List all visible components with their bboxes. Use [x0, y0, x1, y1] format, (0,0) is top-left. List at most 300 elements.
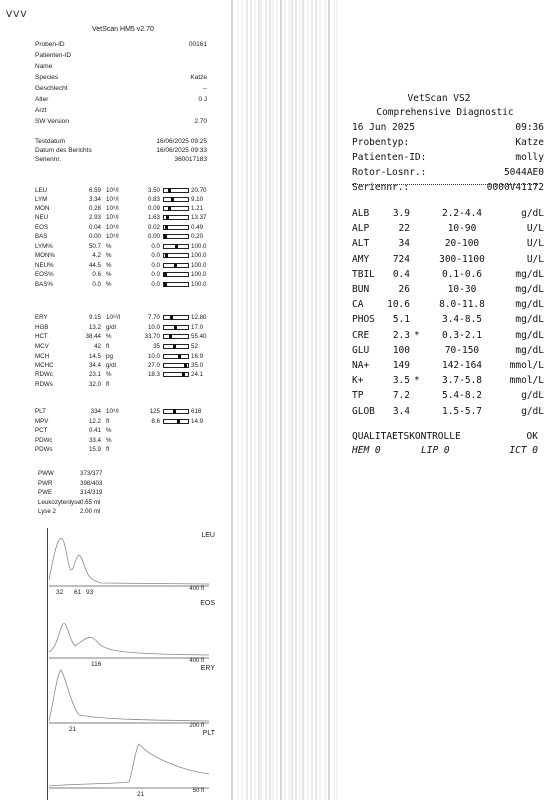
param-unit: %	[106, 427, 112, 434]
info-value: 16/06/2025 09:33	[156, 147, 207, 154]
info-row	[35, 147, 207, 154]
analyte-row	[352, 345, 544, 359]
analyte-name: TP	[352, 390, 364, 402]
range-marker	[173, 344, 176, 349]
range-marker	[165, 253, 168, 258]
param-name: PLT	[35, 408, 46, 415]
histogram-curve	[49, 744, 209, 786]
param-name: MCV	[35, 343, 49, 350]
extra-value: 314/319	[80, 489, 103, 496]
vs2-field-row	[352, 152, 544, 163]
analyte-range: 0.3-2.1	[441, 329, 483, 341]
range-marker	[173, 409, 176, 414]
scan-streaks	[228, 0, 340, 800]
extra-label: Lyse 2	[38, 508, 57, 515]
range-marker	[174, 263, 177, 268]
info-row	[35, 41, 207, 48]
analyte-unit: mg/dL	[515, 344, 544, 356]
histogram-curve	[49, 623, 209, 655]
info-value: 2.70	[194, 118, 207, 125]
analyte-unit: U/L	[526, 238, 544, 250]
histogram-curve	[49, 670, 209, 721]
analyte-value: 10.6	[387, 299, 410, 311]
param-range-high: 14.9	[191, 418, 204, 425]
param-unit: 10⁹/l	[106, 224, 119, 231]
hm5-report	[0, 0, 228, 800]
range-marker	[169, 334, 172, 339]
histogram-max: 200 fl	[189, 723, 204, 729]
param-value: 9.15	[88, 314, 101, 321]
info-row	[35, 85, 207, 92]
extra-row	[38, 489, 103, 496]
param-unit: fl	[106, 418, 110, 425]
param-unit: %	[106, 437, 112, 444]
info-value: 00161	[188, 41, 207, 48]
analyte-name: ALB	[352, 208, 370, 219]
extra-value: 398/403	[80, 479, 103, 487]
range-bar	[163, 272, 189, 277]
qc-label: QUALITAETSKONTROLLE	[352, 431, 461, 442]
param-range-low: 7.70	[147, 314, 160, 321]
histogram-plot	[49, 665, 219, 727]
range-bar	[163, 344, 189, 349]
param-range-high: 16.9	[191, 353, 204, 360]
param-range-low: 0.0	[151, 243, 160, 250]
param-range-low: 10.0	[147, 353, 160, 360]
param-value: 0.6	[92, 271, 101, 278]
param-name: PCT	[35, 427, 48, 434]
analyte-name: K+	[352, 375, 364, 387]
analyte-unit: mg/dL	[515, 284, 544, 295]
param-range-low: 35	[153, 343, 160, 350]
param-name: MCHC	[35, 362, 54, 369]
analyte-value: 0.4	[392, 268, 410, 280]
analyte-name: AMY	[352, 253, 370, 265]
param-range-low: 3.50	[147, 187, 160, 194]
analyte-unit: g/dL	[521, 208, 544, 219]
param-unit: 10⁹/l	[106, 196, 119, 203]
param-range-low: 125	[149, 408, 160, 415]
analyte-range: 300-1100	[439, 253, 485, 265]
param-range-high: 12.80	[191, 314, 207, 321]
param-name: NEU%	[35, 262, 54, 269]
analyte-name: TBIL	[352, 268, 375, 280]
param-unit: %	[106, 262, 112, 269]
param-value: 14.5	[88, 353, 101, 360]
info-value: 360017183	[174, 156, 207, 163]
param-value: 42	[94, 343, 101, 350]
vs2-field-value: 0000V41172	[486, 182, 544, 193]
range-bar	[163, 244, 189, 249]
param-value: 33.4	[88, 437, 101, 444]
info-label: Alter	[35, 96, 49, 103]
range-marker	[168, 188, 171, 193]
analyte-row	[352, 299, 544, 313]
param-unit: fl	[106, 343, 110, 350]
analyte-range: 10-90	[447, 223, 477, 235]
range-marker	[178, 354, 181, 359]
corner-marks: ᐯᐯᐯ	[6, 9, 28, 19]
range-bar	[163, 315, 189, 320]
analyte-name: BUN	[352, 284, 370, 295]
analyte-range: 8.0-11.8	[439, 299, 485, 311]
histogram-peak-label: 21	[137, 791, 145, 798]
param-unit: 10⁹/l	[106, 214, 119, 221]
histogram-plt	[49, 730, 219, 796]
histogram-eos	[49, 600, 219, 666]
range-marker	[182, 372, 185, 377]
param-range-low: 0.02	[147, 224, 160, 231]
info-row	[35, 63, 52, 70]
analyte-range: 70-150	[444, 344, 480, 356]
histogram-curve	[49, 538, 209, 584]
histogram-peak-label: 61	[74, 589, 82, 596]
vs2-field-row	[352, 137, 544, 148]
param-name: PDWs	[35, 446, 53, 453]
hem-index: HEM 0	[352, 445, 381, 456]
param-unit: g/dl	[106, 324, 116, 331]
analyte-unit: U/L	[526, 223, 544, 235]
analyte-unit: mg/dL	[515, 268, 544, 280]
analyte-name: ALT	[352, 238, 370, 250]
analyte-value: 5.1	[392, 314, 410, 326]
param-unit: 10⁹/l	[106, 408, 119, 415]
info-value: --	[202, 85, 207, 92]
range-marker	[164, 272, 167, 277]
range-marker	[184, 363, 187, 368]
param-value: 0.41	[88, 427, 101, 434]
vs2-field-label: Seriennr.:	[352, 182, 410, 193]
histogram-name: LEU	[201, 532, 215, 539]
range-bar	[163, 334, 189, 339]
param-range-low: 8.6	[151, 418, 160, 425]
param-range-low: 27.0	[147, 362, 160, 369]
info-row	[35, 107, 47, 114]
param-unit: %	[106, 271, 112, 278]
param-unit: g/dl	[106, 362, 116, 369]
param-range-high: 52	[191, 343, 198, 350]
info-row	[35, 74, 207, 81]
param-value: 50.7	[88, 243, 101, 250]
param-name: HGB	[35, 324, 49, 331]
vs2-title: VetScan VS2	[407, 93, 471, 104]
info-label: Testdatum	[35, 138, 65, 145]
vs2-time: 09:36	[515, 122, 544, 133]
analyte-name: NA+	[352, 360, 370, 371]
param-unit: fl	[106, 446, 110, 453]
param-value: 0.00	[88, 233, 101, 240]
analyte-value: 724	[392, 253, 410, 265]
histogram-leu	[49, 528, 219, 594]
param-value: 0.0	[92, 281, 101, 288]
info-value: 16/06/2025 09:25	[156, 138, 207, 145]
analyte-name: PHOS	[352, 314, 375, 326]
analyte-unit: g/dL	[521, 390, 544, 402]
dotted-divider	[352, 184, 538, 185]
extra-label: PWR	[38, 479, 53, 487]
analyte-range: 5.4-8.2	[441, 390, 483, 402]
info-label: Seriennr.	[35, 156, 62, 163]
info-label: Arzt	[35, 107, 47, 114]
vs2-field-label: Probentyp:	[352, 137, 410, 148]
analyte-value: 3.5	[392, 375, 410, 387]
range-bar	[163, 253, 189, 258]
param-unit: %	[106, 281, 112, 288]
analyte-range: 3.7-5.8	[441, 375, 483, 387]
param-range-low: 0.0	[151, 252, 160, 259]
range-marker	[165, 225, 168, 230]
info-label: Patienten-ID	[35, 52, 72, 59]
analyte-value: 2.3	[392, 329, 410, 341]
analyte-name: GLOB	[352, 405, 375, 417]
histogram-peak-label: 21	[69, 726, 77, 733]
analyte-unit: mmol/L	[509, 375, 544, 387]
extra-label: PWW	[38, 470, 54, 477]
analyte-unit: U/L	[526, 253, 544, 265]
param-name: MPV	[35, 418, 49, 425]
vs2-field-label: Rotor-Losnr.:	[352, 167, 427, 178]
range-marker	[164, 282, 167, 287]
param-name: BAS%	[35, 281, 53, 288]
extra-value: 373/377	[80, 470, 103, 477]
param-value: 34.4	[88, 362, 101, 369]
param-range-high: 100.0	[191, 243, 207, 250]
param-unit: 10⁹/l	[106, 205, 119, 212]
param-unit: 10⁹/l	[106, 233, 119, 240]
param-value: 32.0	[88, 381, 101, 388]
analyte-row	[352, 314, 544, 328]
range-bar	[163, 263, 189, 268]
param-unit: 10¹²/l	[106, 314, 121, 321]
analyte-range: 20-100	[444, 238, 480, 250]
qc-row	[352, 431, 538, 442]
range-bar	[163, 215, 189, 220]
param-range-high: 100.0	[191, 271, 207, 278]
qc-value: OK	[526, 431, 538, 442]
param-range-high: 9.10	[191, 196, 204, 203]
param-name: HCT	[35, 333, 48, 340]
range-marker	[175, 244, 178, 249]
param-range-high: 100.0	[191, 281, 207, 288]
analyte-unit: g/dL	[521, 405, 544, 417]
range-bar	[163, 372, 189, 377]
param-name: PDWc	[35, 437, 53, 444]
analyte-row	[352, 330, 544, 344]
histogram-peak-label: 32	[56, 589, 64, 596]
range-bar	[163, 325, 189, 330]
analyte-row	[352, 254, 544, 268]
range-bar	[163, 188, 189, 193]
param-value: 334	[90, 408, 101, 415]
range-bar	[163, 282, 189, 287]
analyte-range: 142-164	[441, 360, 483, 371]
vs2-datetime	[352, 122, 544, 133]
extra-value: 0.65 ml	[80, 498, 101, 506]
analyte-name: ALP	[352, 223, 370, 235]
info-row	[35, 96, 207, 103]
range-marker	[166, 215, 169, 220]
histogram-axis-line	[47, 528, 48, 800]
param-range-low: 0.83	[147, 196, 160, 203]
param-range-high: 0.20	[191, 233, 204, 240]
range-bar	[163, 225, 189, 230]
param-unit: pg	[106, 353, 113, 360]
analyte-value: 34	[398, 238, 410, 250]
analyte-range: 2.2-4.4	[441, 208, 483, 219]
histogram-plot	[49, 600, 219, 662]
histogram-name: PLT	[202, 730, 215, 737]
analyte-row	[352, 208, 544, 222]
info-value: 0 J	[198, 96, 207, 103]
param-value: 3.34	[88, 196, 101, 203]
range-bar	[163, 234, 189, 239]
analyte-value: 3.4	[392, 405, 410, 417]
extra-row	[38, 470, 103, 477]
analyte-flag: *	[414, 329, 420, 341]
vs2-field-label: Patienten-ID:	[352, 152, 427, 163]
param-range-low: 0.0	[151, 262, 160, 269]
vs2-subtitle: Comprehensive Diagnostic	[376, 107, 514, 118]
param-name: BAS	[35, 233, 48, 240]
param-range-low: 0.0	[151, 281, 160, 288]
param-range-high: 100.0	[191, 252, 207, 259]
param-range-low: 10.0	[147, 324, 160, 331]
analyte-value: 22	[398, 223, 410, 235]
vs2-report	[340, 0, 548, 800]
histogram-max: 400 fl	[189, 658, 204, 664]
info-label: Name	[35, 63, 53, 70]
info-label: SW Version	[35, 118, 69, 125]
param-name: RDWs	[35, 381, 53, 388]
range-bar	[163, 354, 189, 359]
param-name: EOS	[35, 224, 49, 231]
param-value: 2.93	[88, 214, 101, 221]
range-marker	[168, 206, 171, 211]
param-range-high: 618	[191, 408, 202, 415]
hm5-title: VetScan HM5 v2.70	[92, 26, 154, 33]
vs2-field-value: molly	[515, 152, 544, 163]
analyte-row	[352, 406, 544, 420]
analyte-value: 100	[392, 344, 410, 356]
param-unit: 10⁹/l	[106, 187, 119, 194]
range-marker	[177, 419, 180, 424]
analyte-unit: mg/dL	[515, 314, 544, 326]
param-unit: %	[106, 333, 112, 340]
param-range-high: 0.49	[191, 224, 204, 231]
param-value: 4.2	[92, 252, 101, 259]
param-name: RDWc	[35, 371, 53, 378]
histogram-max: 400 fl	[189, 586, 204, 592]
vs2-field-row	[352, 167, 544, 178]
range-marker	[174, 325, 177, 330]
param-name: ERY	[35, 314, 48, 321]
info-label: Geschlecht	[35, 85, 68, 92]
info-value: Katze	[190, 74, 207, 81]
param-name: MON	[35, 205, 50, 212]
analyte-unit: mmol/L	[509, 360, 544, 371]
histogram-name: ERY	[200, 665, 215, 672]
param-unit: %	[106, 252, 112, 259]
analyte-row	[352, 375, 544, 389]
vs2-date: 16 Jun 2025	[352, 122, 415, 133]
param-value: 15.9	[88, 446, 101, 453]
range-marker	[164, 234, 167, 239]
analyte-row	[352, 269, 544, 283]
param-range-high: 1.21	[191, 205, 204, 212]
param-value: 13.2	[88, 324, 101, 331]
index-row	[352, 445, 538, 456]
param-range-low: 18.3	[147, 371, 160, 378]
analyte-value: 3.9	[392, 208, 410, 219]
analyte-row	[352, 223, 544, 237]
extra-value: 2.00 ml	[80, 508, 101, 515]
param-unit: fl	[106, 381, 110, 388]
param-range-low: 0.09	[147, 205, 160, 212]
param-name: MON%	[35, 252, 55, 259]
param-range-high: 24.1	[191, 371, 204, 378]
param-range-high: 100.0	[191, 262, 207, 269]
histogram-peak-label: 93	[86, 589, 94, 596]
histogram-ery	[49, 665, 219, 731]
range-bar	[163, 409, 189, 414]
param-value: 0.28	[88, 205, 101, 212]
param-range-high: 55.40	[191, 333, 207, 340]
analyte-row	[352, 238, 544, 252]
param-name: MCH	[35, 353, 50, 360]
analyte-value: 26	[398, 284, 410, 295]
param-range-high: 35.0	[191, 362, 204, 369]
info-label: Proben-ID	[35, 41, 65, 48]
histogram-plot	[49, 730, 219, 792]
analyte-name: CRE	[352, 329, 370, 341]
param-range-high: 17.0	[191, 324, 204, 331]
param-value: 44.5	[88, 262, 101, 269]
analyte-value: 7.2	[392, 390, 410, 402]
histogram-plot	[49, 528, 219, 590]
extra-label: Leukozytenlyse	[38, 498, 81, 506]
histogram-name: EOS	[200, 600, 215, 607]
info-row	[35, 118, 207, 125]
analyte-range: 1.5-5.7	[441, 405, 483, 417]
analyte-range: 10-30	[447, 284, 477, 295]
vs2-field-value: 5044AE0	[503, 167, 544, 178]
param-range-low: 33.70	[144, 333, 160, 340]
extra-label: PWE	[38, 489, 53, 496]
analyte-range: 3.4-8.5	[441, 314, 483, 326]
streak-lines	[228, 0, 340, 800]
analyte-name: CA	[352, 299, 364, 311]
param-value: 0.04	[88, 224, 101, 231]
analyte-unit: mg/dL	[515, 329, 544, 341]
ict-index: ICT 0	[509, 445, 538, 456]
param-range-low: 0.0	[151, 271, 160, 278]
range-bar	[163, 206, 189, 211]
analyte-row	[352, 390, 544, 404]
analyte-range: 0.1-0.6	[441, 268, 483, 280]
range-marker	[170, 315, 173, 320]
extra-row	[38, 498, 101, 506]
param-range-low: 0.00	[147, 233, 160, 240]
param-name: LEU	[35, 187, 48, 194]
param-value: 12.2	[88, 418, 101, 425]
param-range-high: 13.37	[191, 214, 207, 221]
lip-index: LIP 0	[421, 445, 450, 456]
param-name: LYM%	[35, 243, 53, 250]
param-name: LYM	[35, 196, 48, 203]
histogram-peak-label: 116	[91, 661, 102, 668]
info-label: Datum des Berichts	[35, 147, 92, 154]
param-range-high: 20.70	[191, 187, 207, 194]
